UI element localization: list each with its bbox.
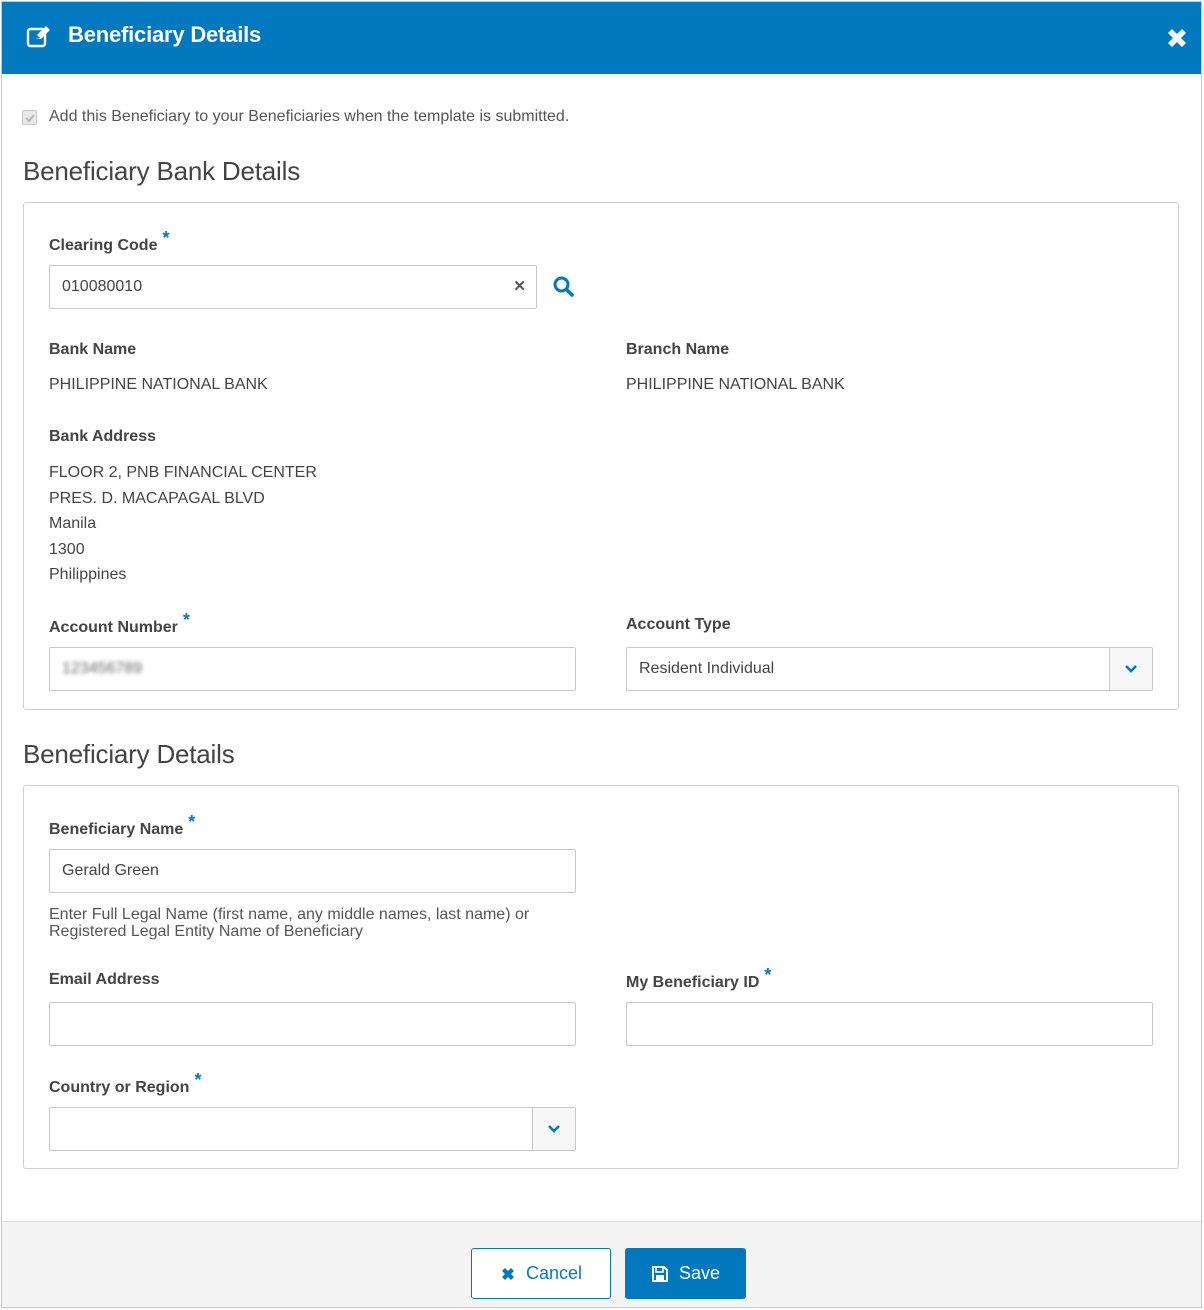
edit-icon bbox=[26, 24, 52, 50]
clearing-code-value: 010080010 bbox=[62, 278, 143, 295]
country-label: Country or Region * bbox=[49, 1070, 202, 1096]
country-select[interactable] bbox=[49, 1107, 576, 1151]
clearing-code-input[interactable] bbox=[49, 265, 537, 309]
account-number-label: Account Number * bbox=[49, 610, 190, 636]
hint-line: Registered Legal Entity Name of Beneficiary bbox=[49, 923, 363, 940]
save-disk-icon bbox=[651, 1265, 669, 1283]
account-type-label: Account Type bbox=[626, 616, 731, 633]
beneficiary-name-value: Gerald Green bbox=[62, 862, 159, 879]
modal-footer bbox=[2, 1221, 1201, 1307]
modal-title: Beneficiary Details bbox=[68, 22, 262, 47]
chevron-down-icon bbox=[547, 1124, 561, 1134]
bank-address-value bbox=[49, 460, 317, 588]
required-marker: * bbox=[764, 965, 772, 985]
cancel-button[interactable] bbox=[471, 1248, 611, 1299]
email-label: Email Address bbox=[49, 971, 160, 988]
account-type-select[interactable] bbox=[626, 647, 1153, 691]
required-marker: * bbox=[162, 228, 170, 248]
beneficiary-name-input[interactable] bbox=[49, 849, 576, 893]
my-beneficiary-id-label: My Beneficiary ID * bbox=[626, 965, 772, 991]
account-number-value: 123456789 bbox=[62, 660, 143, 677]
account-type-value: Resident Individual bbox=[639, 660, 775, 677]
bank-details-heading: Beneficiary Bank Details bbox=[23, 156, 300, 186]
required-marker: * bbox=[182, 610, 190, 630]
account-type-dropdown-button[interactable] bbox=[1109, 648, 1152, 690]
beneficiary-name-label: Beneficiary Name * bbox=[49, 812, 196, 838]
add-to-beneficiaries-checkbox[interactable] bbox=[22, 110, 37, 125]
add-to-beneficiaries-row bbox=[22, 106, 569, 128]
branch-name-label: Branch Name bbox=[626, 341, 730, 358]
address-line: Manila bbox=[49, 515, 97, 532]
required-marker: * bbox=[194, 1070, 202, 1090]
add-to-beneficiaries-label: Add this Beneficiary to your Beneficiaries when the template is submitted. bbox=[49, 108, 570, 125]
save-label: Save bbox=[678, 1263, 721, 1283]
required-marker: * bbox=[188, 812, 196, 832]
account-number-input[interactable] bbox=[49, 647, 576, 691]
cancel-x-icon bbox=[500, 1266, 516, 1282]
cancel-label: Cancel bbox=[525, 1263, 583, 1283]
save-button[interactable] bbox=[625, 1248, 746, 1299]
beneficiary-name-hint bbox=[49, 906, 529, 940]
clear-icon[interactable]: ✕ bbox=[513, 278, 526, 295]
chevron-down-icon bbox=[1124, 664, 1138, 674]
beneficiary-details-panel bbox=[23, 785, 1179, 1169]
close-icon[interactable] bbox=[1163, 24, 1191, 52]
address-line: FLOOR 2, PNB FINANCIAL CENTER bbox=[49, 464, 317, 481]
hint-line: Enter Full Legal Name (first name, any middle names, last name) or bbox=[49, 906, 530, 923]
email-input[interactable] bbox=[49, 1002, 576, 1046]
my-beneficiary-id-input[interactable] bbox=[626, 1002, 1153, 1046]
bank-details-panel bbox=[23, 202, 1179, 710]
bank-address-label: Bank Address bbox=[49, 428, 156, 445]
bank-name-value: PHILIPPINE NATIONAL BANK bbox=[49, 376, 268, 393]
beneficiary-details-modal bbox=[1, 1, 1202, 1308]
address-line: 1300 bbox=[49, 540, 85, 558]
address-line: Philippines bbox=[49, 566, 127, 583]
beneficiary-details-heading: Beneficiary Details bbox=[23, 739, 235, 769]
check-icon bbox=[24, 112, 36, 124]
address-line: PRES. D. MACAPAGAL BLVD bbox=[49, 489, 265, 507]
clearing-code-label: Clearing Code * bbox=[49, 228, 170, 254]
branch-name-value: PHILIPPINE NATIONAL BANK bbox=[626, 376, 845, 393]
country-dropdown-button[interactable] bbox=[532, 1108, 575, 1150]
bank-name-label: Bank Name bbox=[49, 341, 137, 358]
search-icon[interactable] bbox=[552, 275, 576, 299]
modal-header bbox=[2, 2, 1201, 74]
